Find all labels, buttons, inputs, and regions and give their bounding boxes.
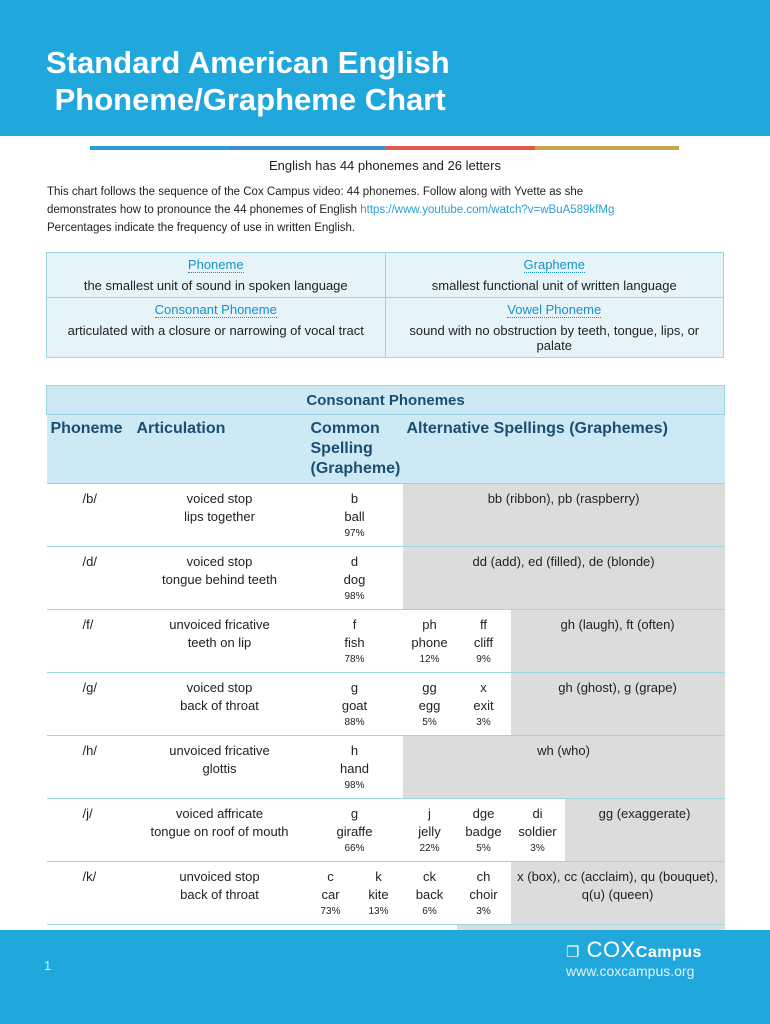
frequency-percent: 12% bbox=[419, 654, 440, 665]
phoneme-label: Phoneme bbox=[187, 257, 244, 272]
articulation-type: voiced affricate bbox=[175, 806, 264, 821]
table-row bbox=[47, 862, 725, 925]
alternative-spellings: x (box), cc (acclaim), qu (bouquet), q(u) (queen) bbox=[511, 862, 725, 925]
col-common: Common Spelling (Grapheme) bbox=[307, 415, 403, 484]
articulation-type: voiced stop bbox=[186, 554, 253, 569]
alternative-spellings: gh (ghost), g (grape) bbox=[511, 673, 725, 736]
vowel-cell bbox=[385, 298, 724, 358]
common-spelling bbox=[307, 547, 403, 610]
frequency-percent: 9% bbox=[476, 654, 491, 665]
grapheme: x bbox=[480, 680, 487, 695]
example-word: giraffe bbox=[336, 824, 373, 839]
articulation-place: tongue behind teeth bbox=[162, 572, 277, 587]
frequency-percent: 6% bbox=[422, 906, 437, 917]
frequency-percent: 73% bbox=[320, 906, 341, 917]
intro-line-1: This chart follows the sequence of the Cox Campus video: 44 phonemes. Follow along with Yvette as she bbox=[47, 186, 584, 198]
phoneme-def: the smallest unit of sound in spoken language bbox=[83, 278, 348, 293]
table-row bbox=[47, 799, 725, 862]
grapheme: ch bbox=[476, 869, 491, 884]
example-word: kite bbox=[368, 887, 389, 902]
divider-blue bbox=[90, 146, 230, 150]
intro-text bbox=[47, 183, 737, 237]
grapheme: j bbox=[428, 806, 431, 821]
example-word: phone bbox=[411, 635, 448, 650]
example-word: hand bbox=[340, 761, 369, 776]
articulation-type: unvoiced stop bbox=[179, 869, 260, 884]
articulation bbox=[133, 799, 307, 862]
grapheme: dge bbox=[472, 806, 495, 821]
grapheme-cell bbox=[457, 610, 511, 673]
frequency-percent: 88% bbox=[344, 717, 365, 728]
grapheme: g bbox=[350, 806, 359, 821]
alternative-spellings: dd (add), ed (filled), de (blonde) bbox=[403, 547, 725, 610]
phoneme-symbol: /b/ bbox=[47, 484, 133, 547]
intro-line-2: demonstrates how to pronounce the 44 phonemes of English bbox=[47, 204, 358, 216]
example-word: car bbox=[321, 887, 340, 902]
articulation-type: unvoiced fricative bbox=[169, 743, 270, 758]
grapheme-cell bbox=[457, 673, 511, 736]
grapheme: b bbox=[350, 491, 359, 506]
consonant-cell bbox=[47, 298, 386, 358]
divider-gold bbox=[535, 146, 679, 150]
frequency-percent: 3% bbox=[530, 843, 545, 854]
footer-url: www.coxcampus.org bbox=[566, 963, 695, 979]
phoneme-symbol: /f/ bbox=[47, 610, 133, 673]
grapheme: c bbox=[327, 869, 334, 884]
frequency-percent: 66% bbox=[344, 843, 365, 854]
articulation-place: lips together bbox=[184, 509, 255, 524]
table-row bbox=[47, 547, 725, 610]
grapheme-cell bbox=[403, 610, 457, 673]
articulation-place: teeth on lip bbox=[187, 635, 252, 650]
grapheme-cell bbox=[307, 862, 355, 925]
common-spelling bbox=[307, 484, 403, 547]
phoneme-symbol: /k/ bbox=[47, 862, 133, 925]
phoneme-symbol: /d/ bbox=[47, 547, 133, 610]
grapheme: d bbox=[350, 554, 359, 569]
grapheme-cell bbox=[457, 799, 511, 862]
frequency-percent: 98% bbox=[344, 780, 365, 791]
alternative-spellings: gg (exaggerate) bbox=[565, 799, 725, 862]
subtitle: English has 44 phonemes and 26 letters bbox=[269, 158, 501, 173]
definitions-table bbox=[46, 252, 724, 358]
articulation-type: voiced stop bbox=[186, 491, 253, 506]
consonant-def: articulated with a closure or narrowing of vocal tract bbox=[67, 323, 364, 338]
articulation bbox=[133, 610, 307, 673]
example-word: back bbox=[415, 887, 444, 902]
grapheme: gg bbox=[422, 680, 437, 695]
header-band bbox=[0, 0, 770, 136]
articulation-place: tongue on roof of mouth bbox=[150, 824, 289, 839]
col-articulation: Articulation bbox=[133, 415, 307, 484]
frequency-percent: 98% bbox=[344, 591, 365, 602]
frequency-percent: 5% bbox=[476, 843, 491, 854]
consonant-table bbox=[46, 385, 725, 987]
grapheme: g bbox=[350, 680, 359, 695]
grapheme: k bbox=[375, 869, 382, 884]
phoneme-cell bbox=[47, 253, 386, 298]
consonant-table-title: Consonant Phonemes bbox=[47, 386, 725, 415]
common-spelling bbox=[307, 736, 403, 799]
example-word: badge bbox=[465, 824, 502, 839]
articulation bbox=[133, 484, 307, 547]
articulation-type: voiced stop bbox=[186, 680, 253, 695]
phoneme-symbol: /g/ bbox=[47, 673, 133, 736]
grapheme-cell bbox=[385, 253, 724, 298]
col-alternative: Alternative Spellings (Graphemes) bbox=[403, 415, 725, 484]
phoneme-symbol: /h/ bbox=[47, 736, 133, 799]
book-icon: ❐ bbox=[566, 944, 580, 961]
table-row bbox=[47, 484, 725, 547]
divider-blue-2 bbox=[230, 146, 385, 150]
common-spelling bbox=[307, 673, 403, 736]
grapheme: h bbox=[350, 743, 359, 758]
articulation-type: unvoiced fricative bbox=[169, 617, 270, 632]
grapheme-cell bbox=[403, 673, 457, 736]
example-word: ball bbox=[344, 509, 365, 524]
example-word: goat bbox=[341, 698, 368, 713]
alternative-spellings: wh (who) bbox=[403, 736, 725, 799]
vowel-label: Vowel Phoneme bbox=[507, 302, 602, 317]
example-word: egg bbox=[418, 698, 441, 713]
alternative-spellings: gh (laugh), ft (often) bbox=[511, 610, 725, 673]
example-word: jelly bbox=[418, 824, 441, 839]
articulation bbox=[133, 547, 307, 610]
example-word: choir bbox=[469, 887, 498, 902]
col-phoneme: Phoneme bbox=[47, 415, 133, 484]
example-word: dog bbox=[343, 572, 366, 587]
articulation bbox=[133, 736, 307, 799]
intro-line-3: Percentages indicate the frequency of use in written English. bbox=[47, 222, 356, 234]
grapheme: ph bbox=[422, 617, 437, 632]
page-title bbox=[46, 44, 450, 118]
page-number: 1 bbox=[44, 958, 52, 973]
grapheme-def: smallest functional unit of written language bbox=[431, 278, 677, 293]
grapheme-cell bbox=[403, 862, 457, 925]
articulation-place: back of throat bbox=[180, 698, 259, 713]
example-word: fish bbox=[344, 635, 365, 650]
brand-cox: COX bbox=[586, 937, 636, 962]
grapheme: ck bbox=[423, 869, 436, 884]
frequency-percent: 78% bbox=[344, 654, 365, 665]
title-line-2: Phoneme/Grapheme Chart bbox=[46, 82, 446, 117]
frequency-percent: 97% bbox=[344, 528, 365, 539]
common-spelling bbox=[307, 610, 403, 673]
divider-red bbox=[385, 146, 535, 150]
articulation bbox=[133, 673, 307, 736]
cox-campus-logo bbox=[566, 937, 702, 979]
grapheme-cell bbox=[511, 799, 565, 862]
table-row bbox=[47, 736, 725, 799]
consonant-label: Consonant Phoneme bbox=[154, 302, 277, 317]
grapheme: f bbox=[352, 617, 357, 632]
table-row bbox=[47, 673, 725, 736]
vowel-def: sound with no obstruction by teeth, tongue, lips, or palate bbox=[409, 323, 700, 353]
example-word: cliff bbox=[473, 635, 494, 650]
grapheme-cell bbox=[457, 862, 511, 925]
frequency-percent: 3% bbox=[476, 906, 491, 917]
table-row bbox=[47, 610, 725, 673]
example-word: exit bbox=[473, 698, 494, 713]
video-link[interactable]: https://www.youtube.com/watch?v=wBuA589kfMg bbox=[360, 204, 615, 216]
common-spelling bbox=[307, 799, 403, 862]
grapheme-cell bbox=[355, 862, 403, 925]
frequency-percent: 5% bbox=[422, 717, 437, 728]
frequency-percent: 22% bbox=[419, 843, 440, 854]
frequency-percent: 13% bbox=[368, 906, 389, 917]
frequency-percent: 3% bbox=[476, 717, 491, 728]
alternative-spellings: bb (ribbon), pb (raspberry) bbox=[403, 484, 725, 547]
phoneme-symbol: /j/ bbox=[47, 799, 133, 862]
articulation bbox=[133, 862, 307, 925]
articulation-place: glottis bbox=[202, 761, 237, 776]
brand-campus: Campus bbox=[635, 944, 702, 961]
articulation-place: back of throat bbox=[180, 887, 259, 902]
grapheme-cell bbox=[403, 799, 457, 862]
title-line-1: Standard American English bbox=[46, 45, 450, 80]
grapheme-label: Grapheme bbox=[523, 257, 585, 272]
grapheme: ff bbox=[480, 617, 487, 632]
grapheme: di bbox=[532, 806, 543, 821]
example-word: soldier bbox=[518, 824, 557, 839]
